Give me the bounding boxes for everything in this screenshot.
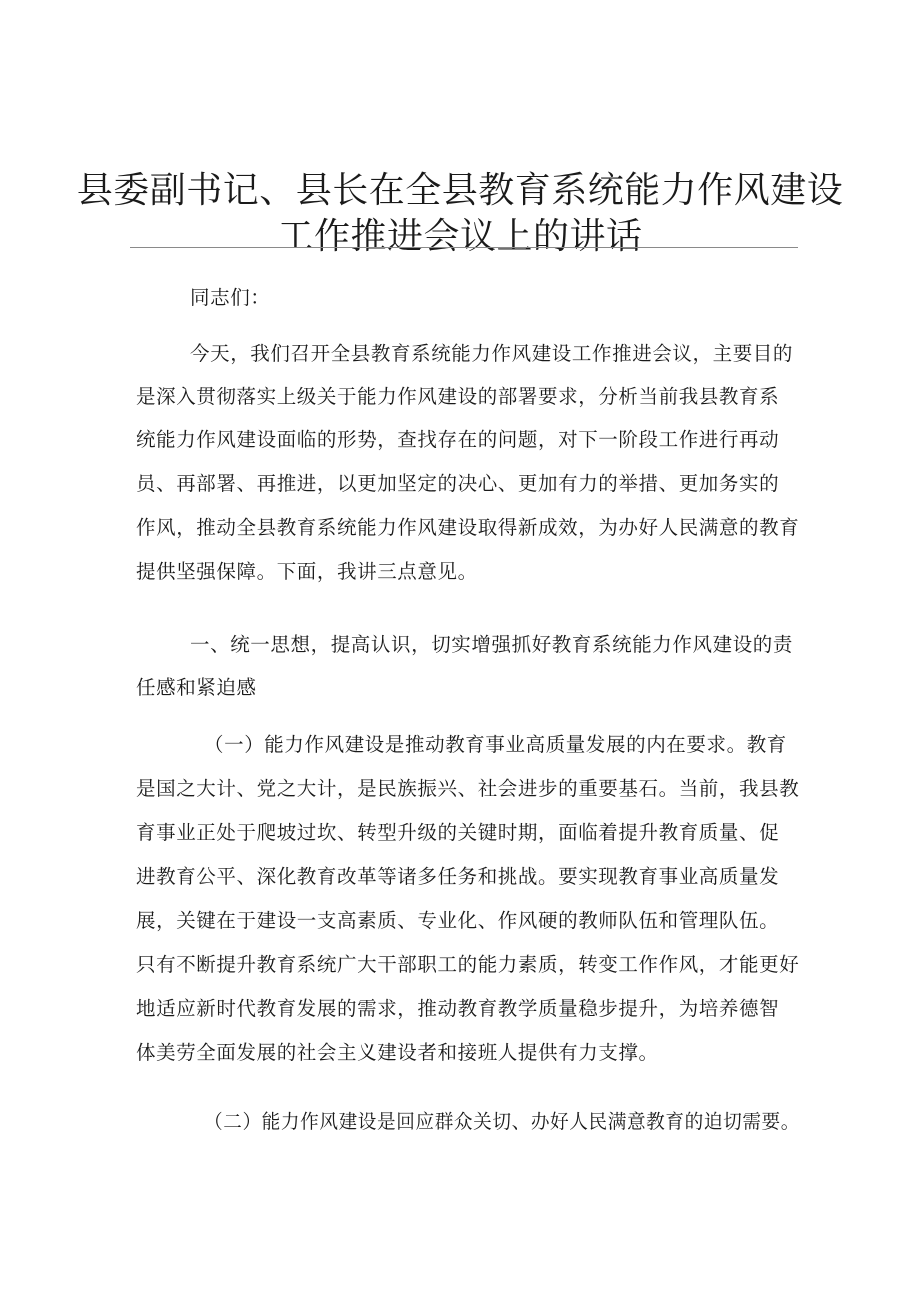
paragraph-line: 只有不断提升教育系统广大干部职工的能力素质，转变工作作风，才能更好 xyxy=(136,953,800,976)
section-heading-line: 任感和紧迫感 xyxy=(136,676,257,699)
paragraph-line: 作风，推动全县教育系统能力作风建设取得新成效，为办好人民满意的教育 xyxy=(136,516,800,539)
paragraph-line: 是深入贯彻落实上级关于能力作风建设的部署要求，分析当前我县教育系 xyxy=(136,385,780,408)
title-underline xyxy=(130,247,798,248)
paragraph-line: （一）能力作风建设是推动教育事业高质量发展的内在要求。教育 xyxy=(204,733,787,756)
paragraph-line: 提供坚强保障。下面，我讲三点意见。 xyxy=(136,560,478,583)
paragraph-line: 员、再部署、再推进，以更加坚定的决心、更加有力的举措、更加务实的 xyxy=(136,472,780,495)
paragraph-line: 是国之大计、党之大计，是民族振兴、社会进步的重要基石。当前，我县教 xyxy=(136,777,800,800)
paragraph-line: （二）能力作风建设是回应群众关切、办好人民满意教育的迫切需要。 xyxy=(204,1110,800,1133)
paragraph-line: 展，关键在于建设一支高素质、专业化、作风硬的教师队伍和管理队伍。 xyxy=(136,909,780,932)
paragraph-line: 进教育公平、深化教育改革等诸多任务和挑战。要实现教育事业高质量发 xyxy=(136,865,780,888)
document-title-line-1: 县委副书记、县长在全县教育系统能力作风建设 xyxy=(76,170,844,211)
paragraph-line: 体美劳全面发展的社会主义建设者和接班人提供有力支撑。 xyxy=(136,1041,659,1064)
document-title-line-2: 工作推进会议上的讲话 xyxy=(277,216,643,257)
section-heading-line: 一、统一思想，提高认识，切实增强抓好教育系统能力作风建设的责 xyxy=(190,633,794,656)
salutation: 同志们： xyxy=(190,286,271,309)
paragraph-line: 育事业正处于爬坡过坎、转型升级的关键时期，面临着提升教育质量、促 xyxy=(136,821,780,844)
paragraph-line: 今天，我们召开全县教育系统能力作风建设工作推进会议，主要目的 xyxy=(190,342,794,365)
paragraph-line: 地适应新时代教育发展的需求，推动教育教学质量稳步提升，为培养德智 xyxy=(136,997,780,1020)
paragraph-line: 统能力作风建设面临的形势，查找存在的问题，对下一阶段工作进行再动 xyxy=(136,428,780,451)
